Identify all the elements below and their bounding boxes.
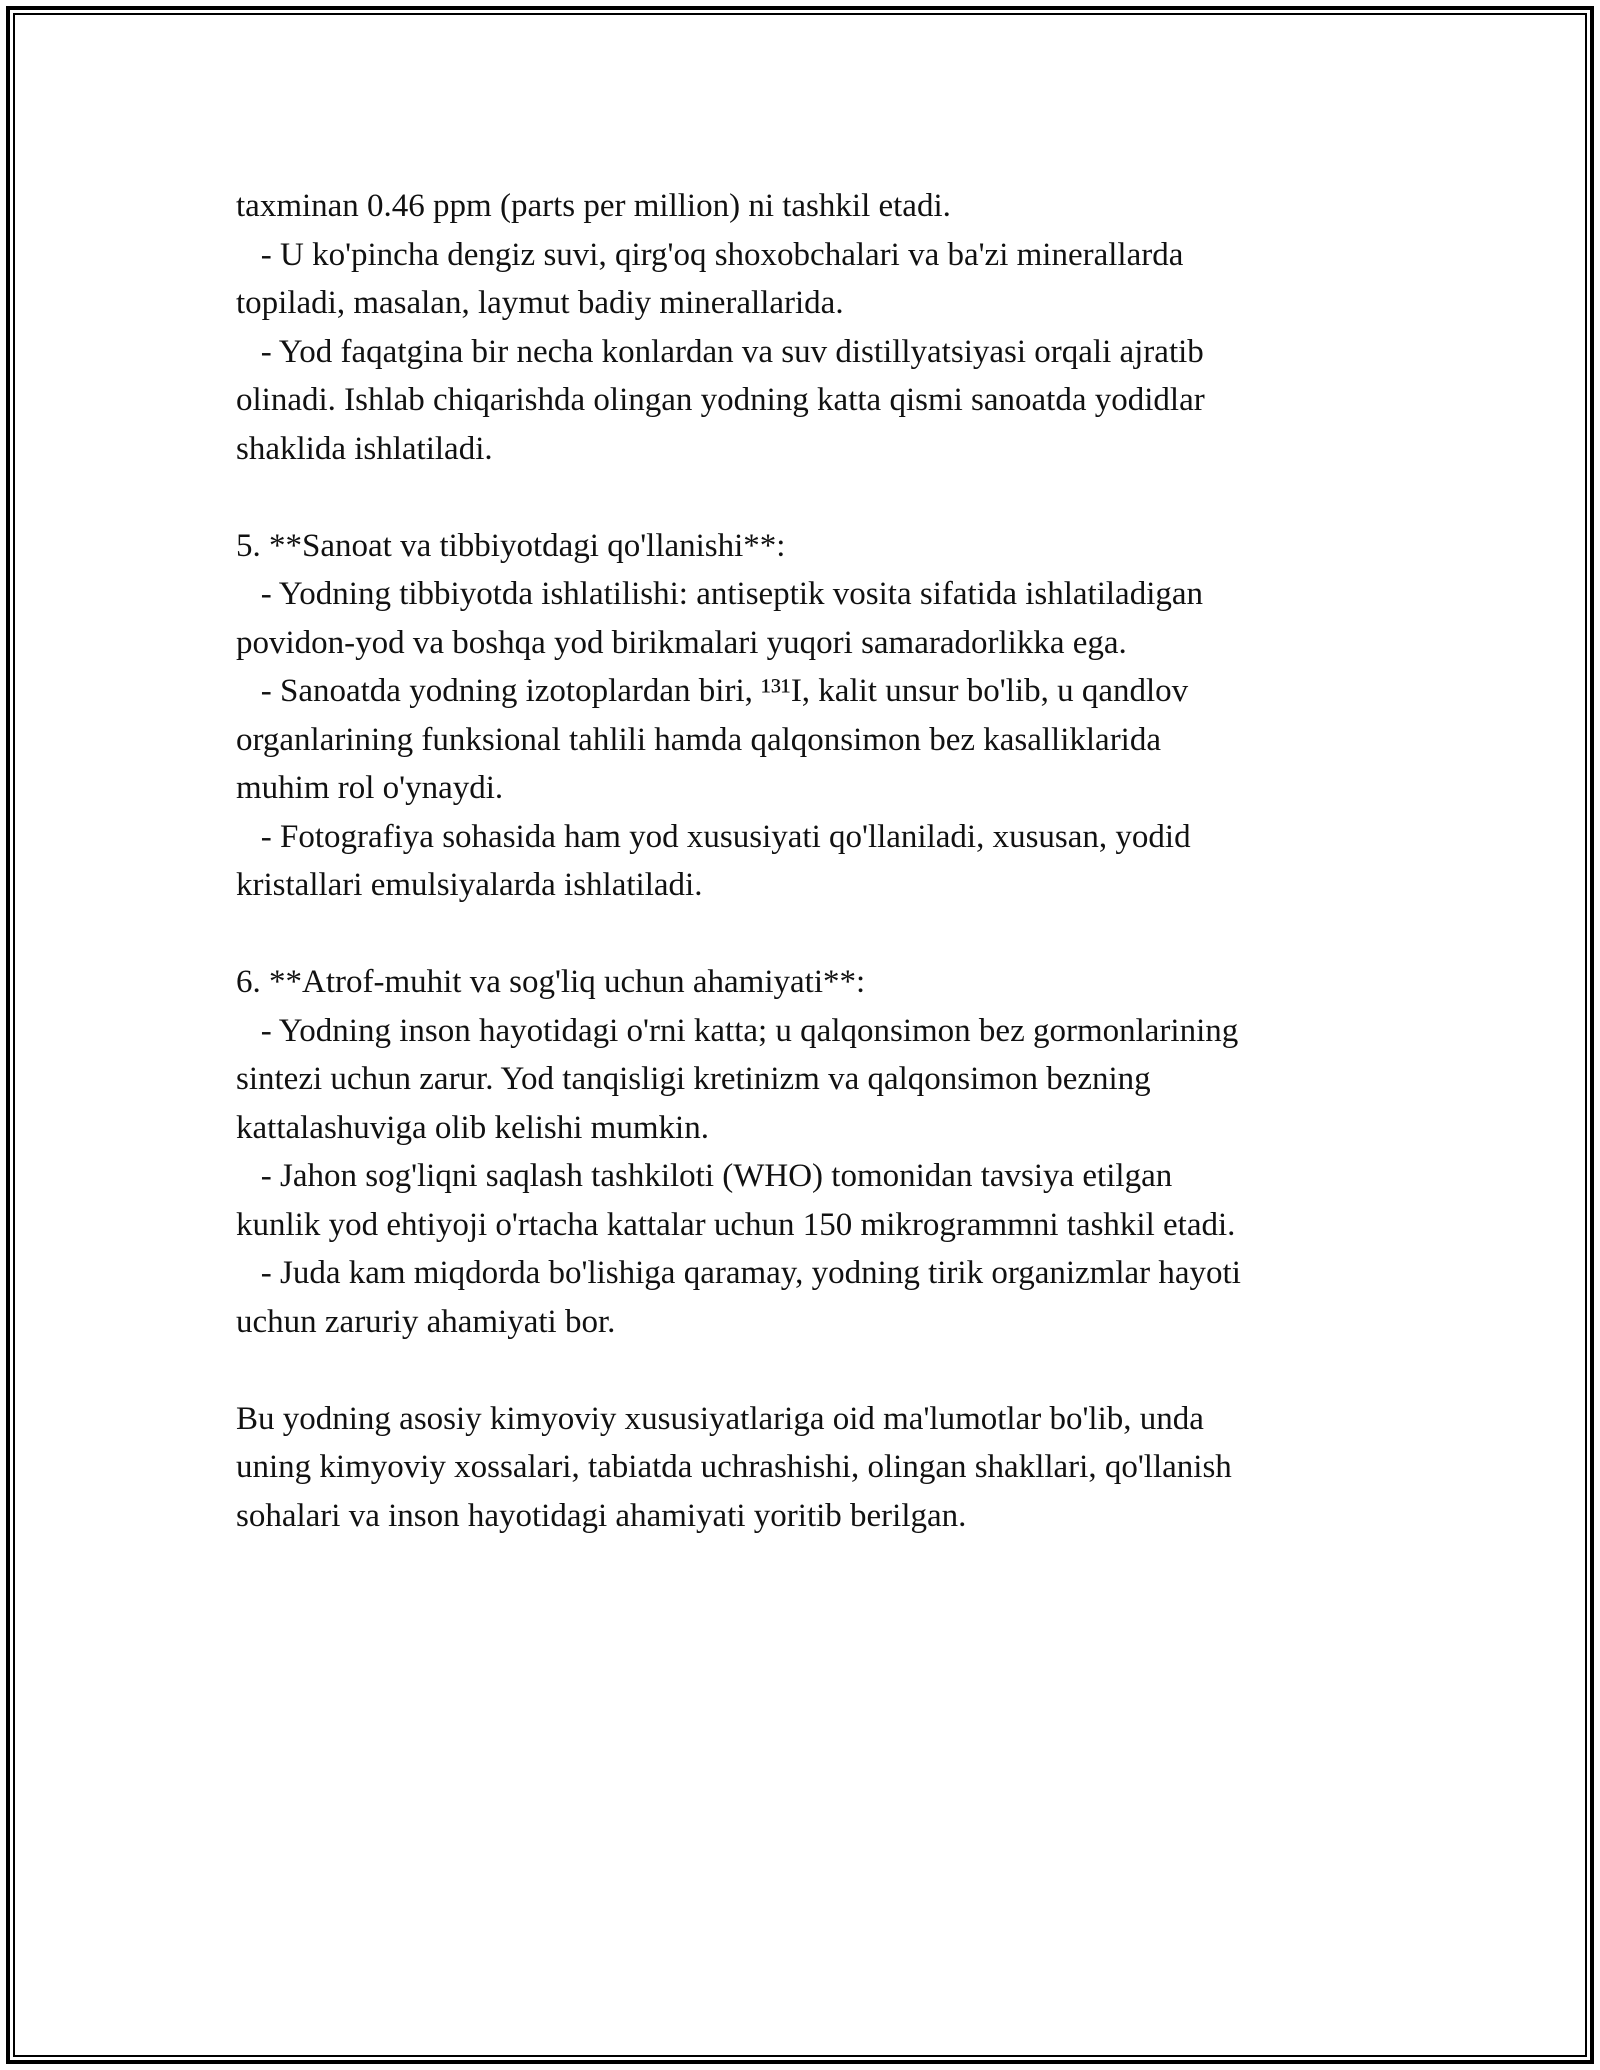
paragraph-spacer (236, 910, 1386, 959)
text-line: uchun zaruriy ahamiyati bor. (236, 1303, 616, 1340)
text-line: topiladi, masalan, laymut badiy minerallarida. (236, 285, 844, 321)
text-line: - Yodning inson hayotidagi o'rni katta; u qalqonsimon bez gormonlarining (236, 1012, 1239, 1049)
text-line: - Jahon sog'liqni saqlash tashkiloti (WHO) tomonidan tavsiya etilgan (236, 1158, 1173, 1194)
paragraph-spacer (236, 473, 1386, 522)
section-heading: 5. **Sanoat va tibbiyotdagi qo'llanishi**: (236, 527, 786, 564)
text-line: kunlik yod ehtiyoji o'rtacha kattalar uchun 150 mikrogrammni tashkil etadi. (236, 1206, 1236, 1243)
text-line: Bu yodning asosiy kimyoviy xususiyatlariga oid ma'lumotlar bo'lib, unda (236, 1400, 1204, 1437)
paragraph-intro (236, 182, 1386, 473)
document-body (236, 182, 1386, 1540)
text-line: taxminan 0.46 ppm (parts per million) ni tashkil etadi. (236, 188, 951, 224)
text-line: - Sanoatda yodning izotoplardan biri, ¹³¹I, kalit unsur bo'lib, u qandlov (236, 673, 1189, 709)
paragraph-spacer (236, 1346, 1386, 1395)
text-line: - Yod faqatgina bir necha konlardan va suv distillyatsiyasi orqali ajratib (236, 333, 1204, 370)
text-line: kattalashuviga olib kelishi mumkin. (236, 1109, 709, 1146)
text-line: - Yodning tibbiyotda ishlatilishi: antiseptik vosita sifatida ishlatiladigan (236, 576, 1204, 612)
paragraph-conclusion (236, 1395, 1386, 1541)
text-line: olinadi. Ishlab chiqarishda olingan yodning katta qismi sanoatda yodidlar (236, 382, 1205, 418)
section-5-industry-medicine (236, 522, 1386, 910)
text-line: shaklida ishlatiladi. (236, 430, 493, 467)
text-line: povidon-yod va boshqa yod birikmalari yuqori samaradorlikka ega. (236, 624, 1127, 661)
text-line: muhim rol o'ynaydi. (236, 770, 504, 806)
text-line: - Fotografiya sohasida ham yod xususiyati qo'llaniladi, xususan, yodid (236, 818, 1191, 855)
text-line: organlarining funksional tahlili hamda qalqonsimon bez kasalliklarida (236, 721, 1161, 758)
text-line: sohalari va inson hayotidagi ahamiyati yoritib berilgan. (236, 1497, 967, 1534)
section-6-environment-health (236, 958, 1386, 1346)
text-line: - U ko'pincha dengiz suvi, qirg'oq shoxobchalari va ba'zi minerallarda (236, 236, 1184, 273)
text-line: uning kimyoviy xossalari, tabiatda uchrashishi, olingan shakllari, qo'llanish (236, 1449, 1232, 1485)
text-line: sintezi uchun zarur. Yod tanqisligi kretinizm va qalqonsimon bezning (236, 1061, 1151, 1097)
text-line: kristallari emulsiyalarda ishlatiladi. (236, 867, 703, 903)
section-heading: 6. **Atrof-muhit va sog'liq uchun ahamiyati**: (236, 964, 866, 1000)
text-line: - Juda kam miqdorda bo'lishiga qaramay, yodning tirik organizmlar hayoti (236, 1255, 1241, 1291)
